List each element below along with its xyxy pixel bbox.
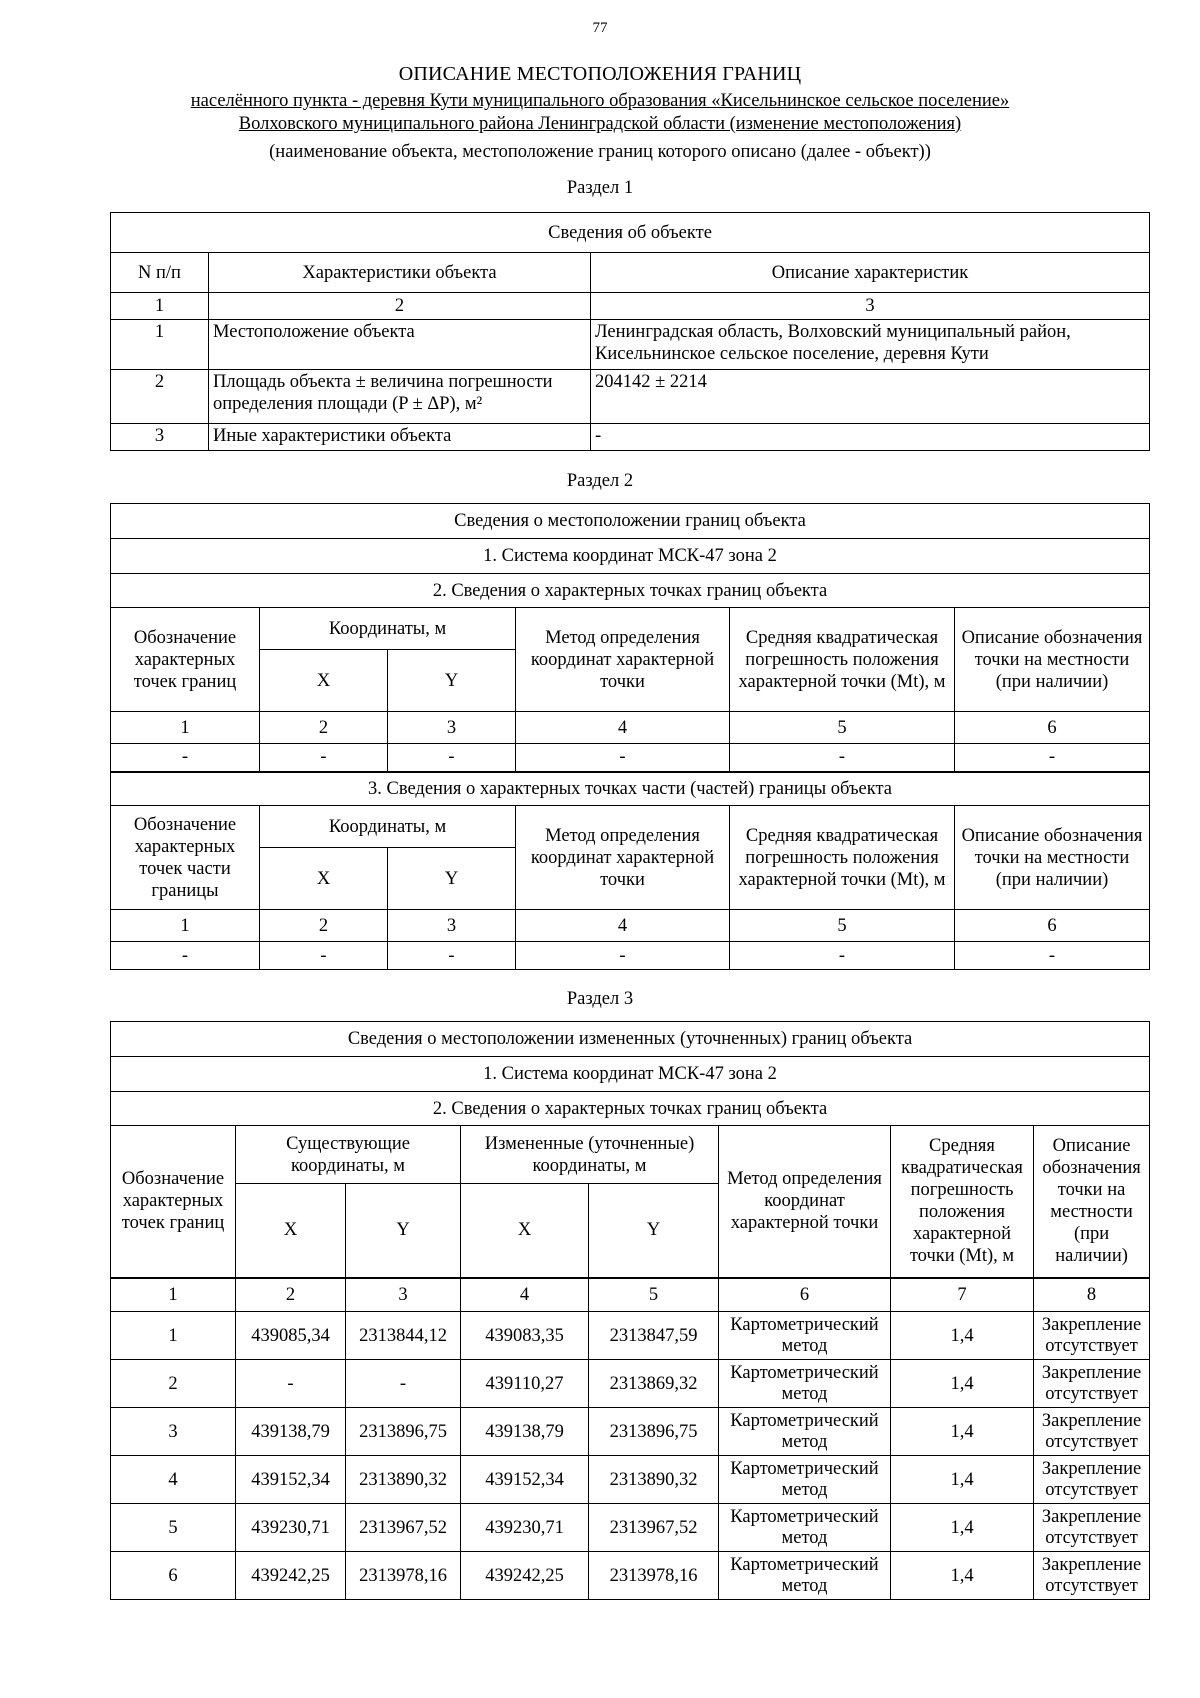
method: Картометрический метод: [719, 1456, 891, 1504]
empty-cell: -: [388, 744, 516, 772]
changed-x: 439138,79: [461, 1408, 589, 1456]
table-row: [111, 744, 1150, 772]
col-number: 5: [589, 1278, 719, 1312]
mt-value: 1,4: [891, 1552, 1034, 1600]
col-number: 6: [955, 712, 1150, 744]
existing-x: -: [236, 1360, 346, 1408]
header-changed-coords: Измененные (уточненные) координаты, м: [461, 1126, 719, 1184]
col-number: 4: [461, 1278, 589, 1312]
row-desc: 204142 ± 2214: [591, 370, 1150, 424]
point-desc: Закрепление отсутствует: [1034, 1312, 1150, 1360]
document-title: ОПИСАНИЕ МЕСТОПОЛОЖЕНИЯ ГРАНИЦ: [398, 63, 802, 85]
mt-value: 1,4: [891, 1408, 1034, 1456]
section1-title: Раздел 1: [566, 178, 634, 198]
table-row: [111, 1456, 1150, 1504]
col-number: 1: [111, 1278, 236, 1312]
existing-y: 2313967,52: [346, 1504, 461, 1552]
empty-cell: -: [730, 744, 955, 772]
col-number: 6: [719, 1278, 891, 1312]
changed-x: 439230,71: [461, 1504, 589, 1552]
row-number: 1: [111, 1312, 236, 1360]
col-number: 1: [111, 910, 260, 942]
section3-table: [110, 1021, 1150, 1600]
point-desc: Закрепление отсутствует: [1034, 1456, 1150, 1504]
section1-table: [110, 212, 1150, 451]
header-coords: Координаты, м: [260, 608, 516, 650]
header-changed-x: X: [461, 1184, 589, 1278]
row-number: 4: [111, 1456, 236, 1504]
row-number: 1: [111, 320, 209, 370]
point-desc: Закрепление отсутствует: [1034, 1408, 1150, 1456]
changed-y: 2313847,59: [589, 1312, 719, 1360]
row-number: 6: [111, 1552, 236, 1600]
mt-value: 1,4: [891, 1360, 1034, 1408]
existing-x: 439242,25: [236, 1552, 346, 1600]
changed-y: 2313896,75: [589, 1408, 719, 1456]
col-number: 8: [1034, 1278, 1150, 1312]
points-subtitle: 2. Сведения о характерных точках границ объекта: [111, 1092, 1150, 1126]
empty-cell: -: [260, 942, 388, 970]
header-method: Метод определения координат характерной точки: [719, 1126, 891, 1278]
header-existing-coords: Существующие координаты, м: [236, 1126, 461, 1184]
section2-table-title: Сведения о местоположении границ объекта: [111, 504, 1150, 539]
coord-system: 1. Система координат МСК-47 зона 2: [111, 1057, 1150, 1092]
section3-table-title: Сведения о местоположении измененных (уточненных) границ объекта: [111, 1022, 1150, 1057]
method: Картометрический метод: [719, 1552, 891, 1600]
method: Картометрический метод: [719, 1312, 891, 1360]
coord-system: 1. Система координат МСК-47 зона 2: [111, 539, 1150, 574]
changed-x: 439110,27: [461, 1360, 589, 1408]
row-desc: Ленинградская область, Волховский муниципальный район, Кисельнинское сельское поселение, деревня Кути: [591, 320, 1150, 370]
row-desc: -: [591, 424, 1150, 451]
existing-x: 439085,34: [236, 1312, 346, 1360]
row-number: 3: [111, 1408, 236, 1456]
changed-x: 439083,35: [461, 1312, 589, 1360]
header-desc: Описание обозначения точки на местности (при наличии): [955, 608, 1150, 712]
header-point: Обозначение характерных точек границ: [111, 1126, 236, 1278]
header-y: Y: [388, 650, 516, 712]
table-row: [111, 370, 1150, 424]
point-desc: Закрепление отсутствует: [1034, 1552, 1150, 1600]
table-row: [111, 942, 1150, 970]
col-number: 3: [346, 1278, 461, 1312]
row-number: 2: [111, 370, 209, 424]
header-x: X: [260, 650, 388, 712]
changed-x: 439152,34: [461, 1456, 589, 1504]
empty-cell: -: [516, 744, 730, 772]
row-name: Площадь объекта ± величина погрешности определения площади (P ± ΔP), м²: [209, 370, 591, 424]
existing-y: -: [346, 1360, 461, 1408]
empty-cell: -: [955, 744, 1150, 772]
changed-y: 2313978,16: [589, 1552, 719, 1600]
header-method: Метод определения координат характерной точки: [516, 806, 730, 910]
object-name-line2: Волховского муниципального района Ленинградской области (изменение местоположения): [238, 114, 962, 134]
col-number: 2: [260, 712, 388, 744]
method: Картометрический метод: [719, 1360, 891, 1408]
existing-y: 2313890,32: [346, 1456, 461, 1504]
changed-y: 2313890,32: [589, 1456, 719, 1504]
mt-value: 1,4: [891, 1312, 1034, 1360]
existing-y: 2313978,16: [346, 1552, 461, 1600]
header-desc: Описание обозначения точки на местности (при наличии): [955, 806, 1150, 910]
header-existing-x: X: [236, 1184, 346, 1278]
empty-cell: -: [730, 942, 955, 970]
header-description: Описание характеристик: [591, 253, 1150, 293]
table-row: [111, 424, 1150, 451]
empty-cell: -: [955, 942, 1150, 970]
header-changed-y: Y: [589, 1184, 719, 1278]
col-number: 2: [236, 1278, 346, 1312]
empty-cell: -: [111, 942, 260, 970]
header-method: Метод определения координат характерной точки: [516, 608, 730, 712]
col-number: 3: [388, 712, 516, 744]
changed-x: 439242,25: [461, 1552, 589, 1600]
col-number: 4: [516, 910, 730, 942]
mt-value: 1,4: [891, 1504, 1034, 1552]
row-number: 2: [111, 1360, 236, 1408]
row-name: Местоположение объекта: [209, 320, 591, 370]
col-number: 5: [730, 712, 955, 744]
method: Картометрический метод: [719, 1408, 891, 1456]
row-name: Иные характеристики объекта: [209, 424, 591, 451]
col-number: 6: [955, 910, 1150, 942]
header-error: Средняя квадратическая погрешность положения характерной точки (Mt), м: [730, 608, 955, 712]
points-subtitle: 2. Сведения о характерных точках границ объекта: [111, 574, 1150, 608]
point-desc: Закрепление отсутствует: [1034, 1504, 1150, 1552]
page-number: 77: [592, 20, 608, 36]
col-number: 1: [111, 293, 209, 320]
col-number: 4: [516, 712, 730, 744]
changed-y: 2313967,52: [589, 1504, 719, 1552]
section2-title: Раздел 2: [566, 471, 634, 491]
table-row: [111, 1312, 1150, 1360]
object-caption: (наименование объекта, местоположение границ которого описано (далее - объект)): [269, 142, 931, 162]
mt-value: 1,4: [891, 1456, 1034, 1504]
row-number: 5: [111, 1504, 236, 1552]
header-error: Средняя квадратическая погрешность положения характерной точки (Mt), м: [891, 1126, 1034, 1278]
object-name: [0, 90, 1200, 136]
header-point: Обозначение характерных точек границ: [111, 608, 260, 712]
table-row: [111, 1408, 1150, 1456]
header-point-part: Обозначение характерных точек части границы: [111, 806, 260, 910]
header-characteristics: Характеристики объекта: [209, 253, 591, 293]
header-error: Средняя квадратическая погрешность положения характерной точки (Mt), м: [730, 806, 955, 910]
col-number: 1: [111, 712, 260, 744]
header-coords: Координаты, м: [260, 806, 516, 848]
empty-cell: -: [388, 942, 516, 970]
table-row: [111, 1552, 1150, 1600]
changed-y: 2313869,32: [589, 1360, 719, 1408]
parts-subtitle: 3. Сведения о характерных точках части (частей) границы объекта: [111, 772, 1150, 806]
header-desc: Описание обозначения точки на местности (при наличии): [1034, 1126, 1150, 1278]
existing-y: 2313896,75: [346, 1408, 461, 1456]
existing-x: 439152,34: [236, 1456, 346, 1504]
point-desc: Закрепление отсутствует: [1034, 1360, 1150, 1408]
col-number: 5: [730, 910, 955, 942]
table-row: [111, 1504, 1150, 1552]
col-number: 3: [591, 293, 1150, 320]
header-n: N п/п: [111, 253, 209, 293]
method: Картометрический метод: [719, 1504, 891, 1552]
section2-table: [110, 503, 1150, 970]
col-number: 2: [260, 910, 388, 942]
existing-x: 439230,71: [236, 1504, 346, 1552]
row-number: 3: [111, 424, 209, 451]
section3-title: Раздел 3: [566, 989, 634, 1009]
existing-x: 439138,79: [236, 1408, 346, 1456]
existing-y: 2313844,12: [346, 1312, 461, 1360]
header-x: X: [260, 848, 388, 910]
col-number: 7: [891, 1278, 1034, 1312]
table-row: [111, 1360, 1150, 1408]
empty-cell: -: [516, 942, 730, 970]
header-existing-y: Y: [346, 1184, 461, 1278]
col-number: 2: [209, 293, 591, 320]
col-number: 3: [388, 910, 516, 942]
object-name-line1: населённого пункта - деревня Кути муниципального образования «Кисельнинское сельское поселение»: [190, 91, 1010, 111]
empty-cell: -: [111, 744, 260, 772]
header-y: Y: [388, 848, 516, 910]
empty-cell: -: [260, 744, 388, 772]
table-row: [111, 320, 1150, 370]
section1-table-title: Сведения об объекте: [111, 213, 1150, 253]
